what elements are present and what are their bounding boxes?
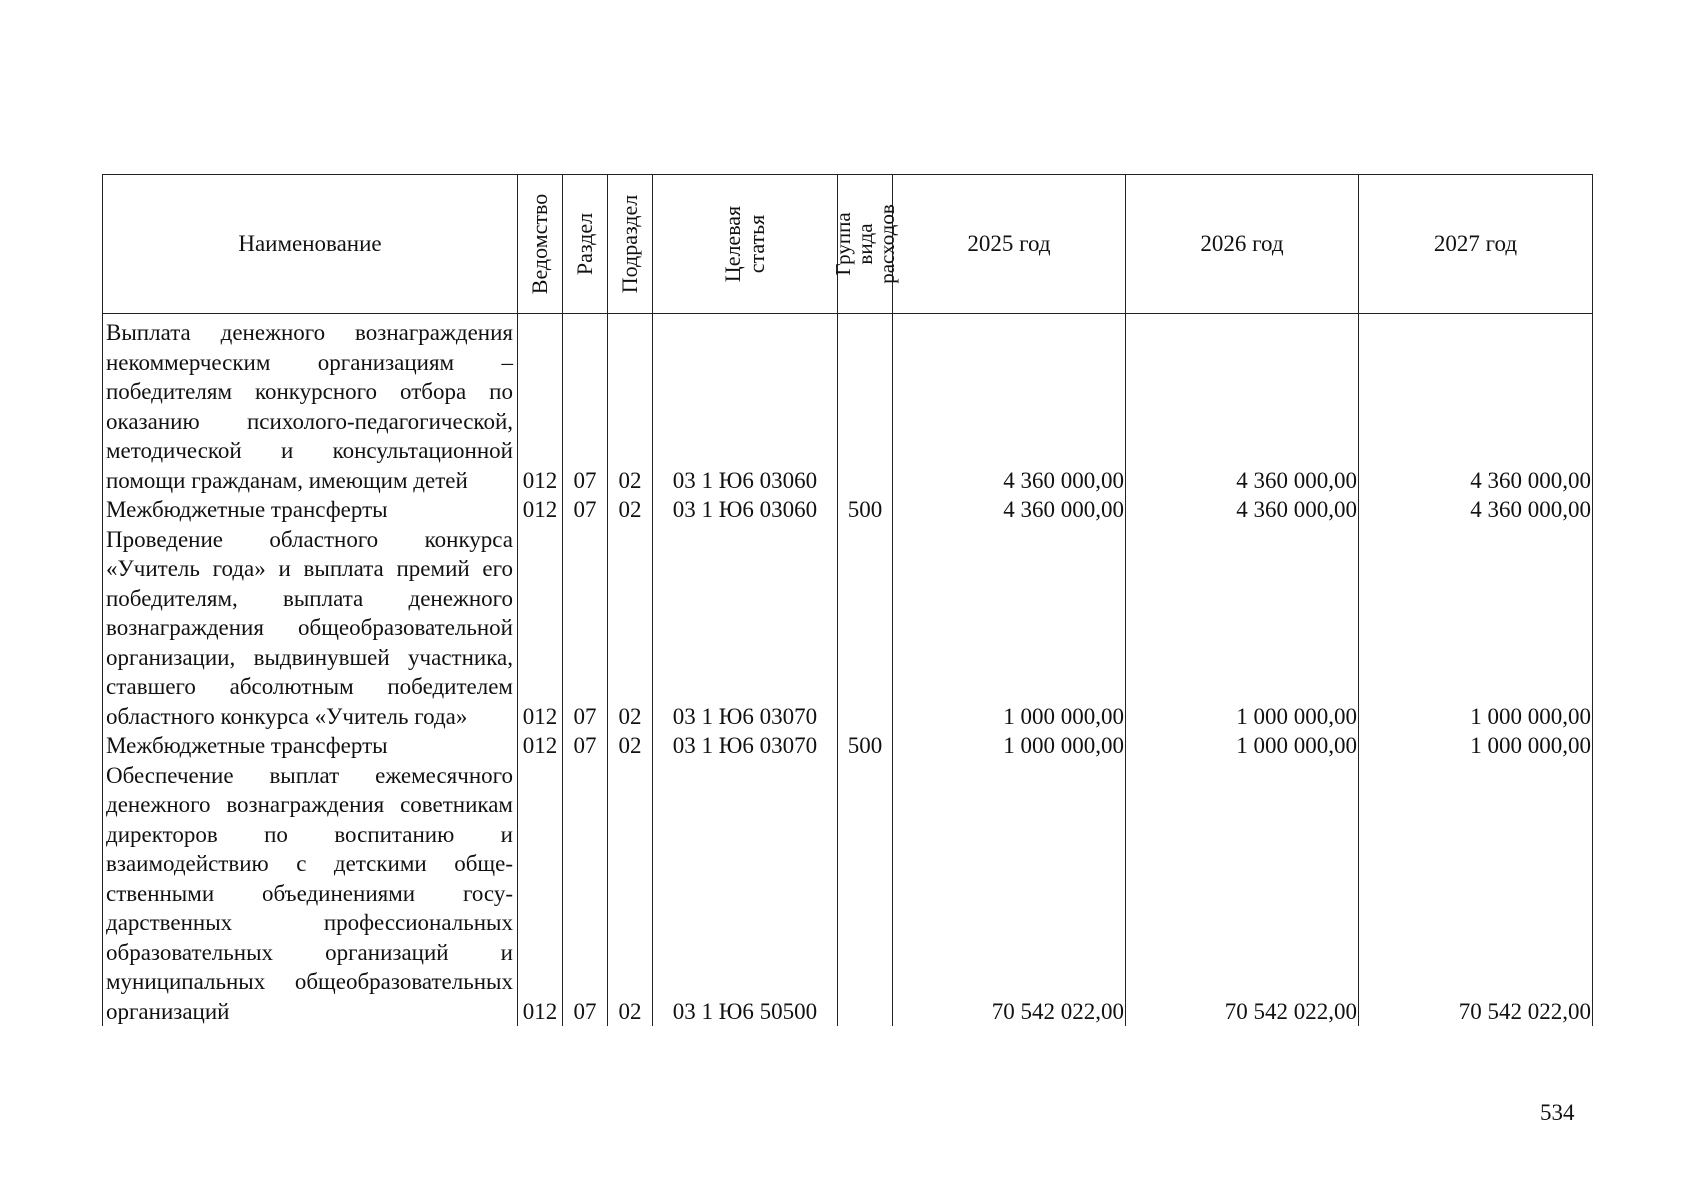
budget-table: [102, 174, 1593, 1026]
row-2025: 4 360 000,00: [893, 314, 1126, 496]
row-vedomstvo: 012: [518, 761, 563, 1027]
row-2026: 4 360 000,00: [1126, 495, 1359, 525]
row-razdel: 07: [563, 314, 608, 496]
table-row: [103, 525, 1593, 732]
page-number: 534: [1540, 1100, 1575, 1125]
row-name: Межбюджетные трансферты: [103, 495, 518, 525]
row-podrazdel: 02: [608, 314, 653, 496]
header-podrazdel: [608, 175, 653, 314]
row-name: Межбюджетные трансферты: [103, 731, 518, 761]
row-razdel: 07: [563, 731, 608, 761]
row-2026: 70 542 022,00: [1126, 761, 1359, 1027]
row-2025: 70 542 022,00: [893, 761, 1126, 1027]
row-name: Проведение областного конкурса «Учитель года» и выплата премий его победителям, выплата денежного вознаграждения общеобразовательной организации, выдвинувшей участника, ставшего абсолютным победителем областного конкурса «Учитель года»: [103, 525, 518, 732]
row-vedomstvo: 012: [518, 495, 563, 525]
table-row: [103, 731, 1593, 761]
row-gruppa: 500: [838, 731, 893, 761]
row-name: Выплата денежного вознаграждения некоммерческим организациям – победителям конкурсного отбора по оказанию психолого-педагогической, методической и консультационной помощи гражданам, имеющим детей: [103, 314, 518, 496]
row-name: Обеспечение выплат ежемесячного денежного вознаграждения советникам директоров по воспитанию и взаимодействию с детскими общественными объединениями государственных профессиональных образовательных организаций и муниципальных общеобразовательных организаций: [103, 761, 518, 1027]
row-podrazdel: 02: [608, 525, 653, 732]
row-2027: 4 360 000,00: [1359, 314, 1593, 496]
row-vedomstvo: 012: [518, 731, 563, 761]
row-podrazdel: 02: [608, 761, 653, 1027]
row-2027: 1 000 000,00: [1359, 525, 1593, 732]
row-2026: 1 000 000,00: [1126, 731, 1359, 761]
header-vedomstvo: [518, 175, 563, 314]
row-celevaya: 03 1 Ю6 50500: [653, 761, 838, 1027]
table-header-row: [103, 175, 1593, 314]
row-gruppa: [838, 314, 893, 496]
row-2025: 1 000 000,00: [893, 731, 1126, 761]
row-celevaya: 03 1 Ю6 03070: [653, 525, 838, 732]
header-gruppa: [831, 175, 899, 314]
row-gruppa: 500: [838, 495, 893, 525]
header-2025: [893, 175, 1126, 314]
row-2025: 4 360 000,00: [893, 495, 1126, 525]
header-vedomstvo-label: Ведомство: [527, 193, 552, 295]
header-celevaya: [653, 175, 838, 314]
row-2027: 70 542 022,00: [1359, 761, 1593, 1027]
header-name-label: Наименование: [238, 231, 382, 256]
row-podrazdel: 02: [608, 495, 653, 525]
header-celevaya-label: Целевая статья: [720, 205, 769, 283]
table-row: [103, 761, 1593, 1027]
row-2026: 4 360 000,00: [1126, 314, 1359, 496]
header-2027-label: 2027 год: [1433, 231, 1518, 256]
row-celevaya: 03 1 Ю6 03060: [653, 314, 838, 496]
row-gruppa: [838, 761, 893, 1027]
header-2026-label: 2026 год: [1200, 231, 1284, 256]
header-name: [103, 175, 518, 314]
header-razdel: [563, 175, 608, 314]
row-gruppa: [838, 525, 893, 732]
header-podrazdel-label: Подраздел: [617, 194, 642, 294]
row-2026: 1 000 000,00: [1126, 525, 1359, 732]
row-razdel: 07: [563, 495, 608, 525]
row-celevaya: 03 1 Ю6 03070: [653, 731, 838, 761]
row-2025: 1 000 000,00: [893, 525, 1126, 732]
header-razdel-label: Раздел: [572, 212, 597, 276]
row-vedomstvo: 012: [518, 314, 563, 496]
row-2027: 4 360 000,00: [1359, 495, 1593, 525]
table-row: [103, 314, 1593, 496]
row-2027: 1 000 000,00: [1359, 731, 1593, 761]
table-row: [103, 495, 1593, 525]
row-razdel: 07: [563, 525, 608, 732]
row-podrazdel: 02: [608, 731, 653, 761]
header-gruppa-label: Группа вида расходов: [831, 204, 899, 284]
budget-table-page: [102, 174, 1592, 1026]
row-razdel: 07: [563, 761, 608, 1027]
header-2027: [1359, 175, 1593, 314]
header-2026: [1126, 175, 1359, 314]
header-2025-label: 2025 год: [967, 231, 1051, 256]
row-vedomstvo: 012: [518, 525, 563, 732]
row-celevaya: 03 1 Ю6 03060: [653, 495, 838, 525]
